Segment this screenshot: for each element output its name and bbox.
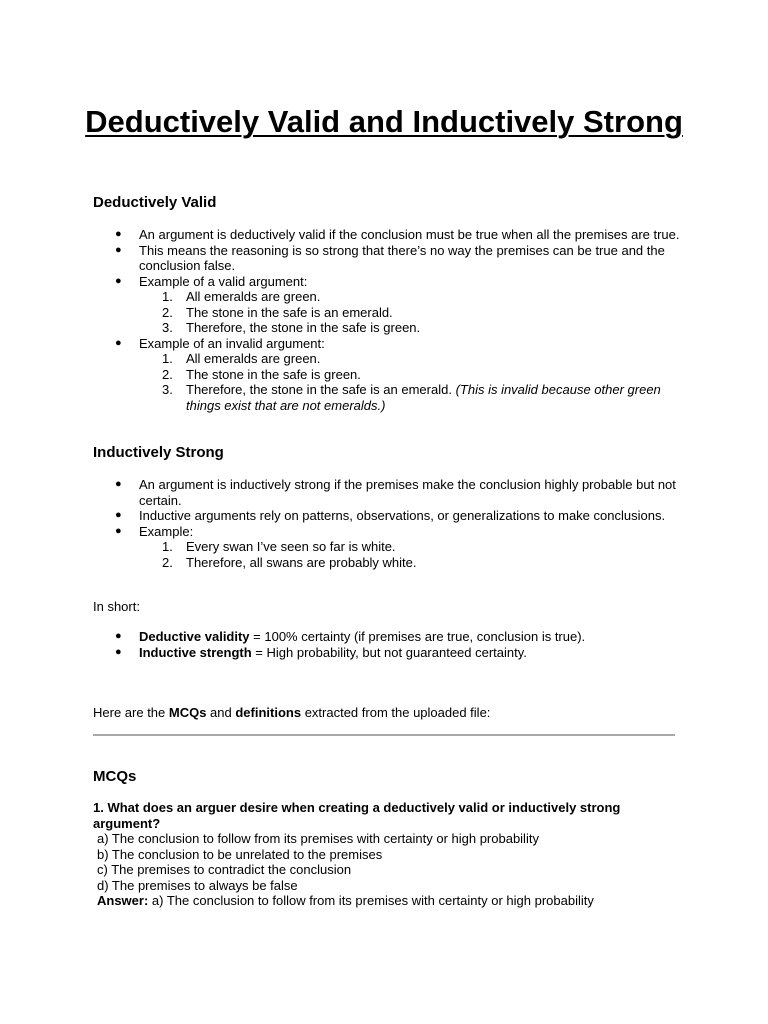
heading-deductively-valid: Deductively Valid (93, 194, 217, 211)
numbered-item (139, 555, 683, 571)
item-number: 3. (162, 382, 173, 397)
answer-option-a: a) The conclusion to follow from its premises with certainty or high probability (97, 831, 539, 846)
bullet-text: An argument is deductively valid if the conclusion must be true when all the premises are true. (139, 227, 680, 242)
numbered-item (139, 320, 683, 336)
bullet-text: Example of an invalid argument: (139, 335, 325, 351)
list-item (93, 336, 683, 414)
numbered-item (139, 367, 683, 383)
bullet-marker: ● (115, 478, 122, 490)
item-number: 1. (162, 351, 173, 366)
bullet-marker: ● (115, 336, 122, 349)
bullet-text: Inductive arguments rely on patterns, observations, or generalizations to make conclusions. (139, 508, 666, 523)
question-text: 1. What does an arguer desire when creating a deductively valid or inductively strong argument? (93, 800, 621, 831)
list-item (93, 645, 683, 661)
bullet-marker: ● (115, 228, 122, 240)
deductive-bullet-list (93, 227, 683, 413)
item-text: Therefore, the stone in the safe is an emerald. (186, 382, 452, 397)
extract-text: and (206, 705, 236, 720)
bullet-text: Example: (139, 523, 194, 539)
item-number: 1. (162, 289, 173, 304)
inductive-bullet-list (93, 477, 683, 570)
list-item (93, 243, 683, 274)
answer-option-d: d) The premises to always be false (97, 877, 298, 893)
item-text: Therefore, the stone in the safe is green. (186, 320, 421, 335)
invalid-argument-list (139, 351, 683, 413)
mcq-question-block (93, 800, 683, 909)
bullet-marker: ● (115, 509, 122, 521)
numbered-item (139, 305, 683, 321)
item-number: 2. (162, 304, 173, 320)
answer-label: Answer: (97, 893, 149, 908)
item-number: 2. (162, 366, 173, 382)
summary-text: = 100% certainty (if premises are true, conclusion is true). (249, 629, 586, 644)
list-item (93, 524, 683, 571)
extract-sentence (93, 705, 490, 721)
list-item (93, 274, 683, 336)
bullet-marker: ● (115, 243, 122, 256)
heading-inductively-strong: Inductively Strong (93, 444, 224, 461)
extract-mcqs-term: MCQs (168, 705, 207, 720)
bullet-marker: ● (115, 524, 122, 537)
list-item (93, 227, 683, 243)
answer-option-b: b) The conclusion to be unrelated to the premises (97, 846, 383, 862)
bullet-marker: ● (115, 274, 122, 287)
item-text: Every swan I’ve seen so far is white. (186, 539, 396, 554)
item-number: 1. (162, 539, 173, 554)
in-short-label: In short: (93, 599, 140, 614)
bullet-text: An argument is inductively strong if the premises make the conclusion highly probable but not certain. (139, 477, 676, 508)
summary-term: Inductive strength (139, 644, 252, 660)
extract-text: extracted from the uploaded file: (301, 705, 491, 720)
horizontal-divider (93, 734, 675, 736)
numbered-item (139, 382, 683, 413)
answer-text: a) The conclusion to follow from its premises with certainty or high probability (148, 893, 594, 908)
bullet-marker: ● (115, 630, 122, 642)
answer-line (93, 893, 683, 909)
summary-text: = High probability, but not guaranteed certainty. (251, 644, 527, 660)
numbered-item (139, 351, 683, 367)
document-title: Deductively Valid and Inductively Strong (85, 104, 683, 139)
item-number: 2. (162, 554, 173, 570)
item-number: 3. (162, 320, 173, 335)
numbered-item (139, 289, 683, 305)
heading-mcqs: MCQs (93, 768, 137, 785)
invalid-note: (This is invalid because other green things exist that are not emeralds.) (186, 382, 661, 413)
numbered-item (139, 539, 683, 555)
item-text: All emeralds are green. (186, 289, 321, 304)
summary-term: Deductive validity (139, 629, 250, 644)
summary-bullet-list (93, 629, 683, 660)
answer-option-c: c) The premises to contradict the conclusion (97, 862, 352, 877)
list-item (93, 508, 683, 524)
bullet-text: Example of a valid argument: (139, 273, 308, 289)
extract-definitions-term: definitions (235, 705, 302, 720)
list-item (93, 477, 683, 508)
extract-text: Here are the (93, 705, 169, 720)
item-text: Therefore, all swans are probably white. (186, 554, 417, 570)
item-text: All emeralds are green. (186, 351, 321, 366)
list-item (93, 629, 683, 645)
item-text: The stone in the safe is an emerald. (186, 304, 393, 320)
bullet-text: This means the reasoning is so strong that there’s no way the premises can be true and the conclusion false. (139, 242, 665, 273)
bullet-marker: ● (115, 645, 122, 658)
valid-argument-list (139, 289, 683, 336)
item-text: The stone in the safe is green. (186, 366, 361, 382)
inductive-example-list (139, 539, 683, 570)
